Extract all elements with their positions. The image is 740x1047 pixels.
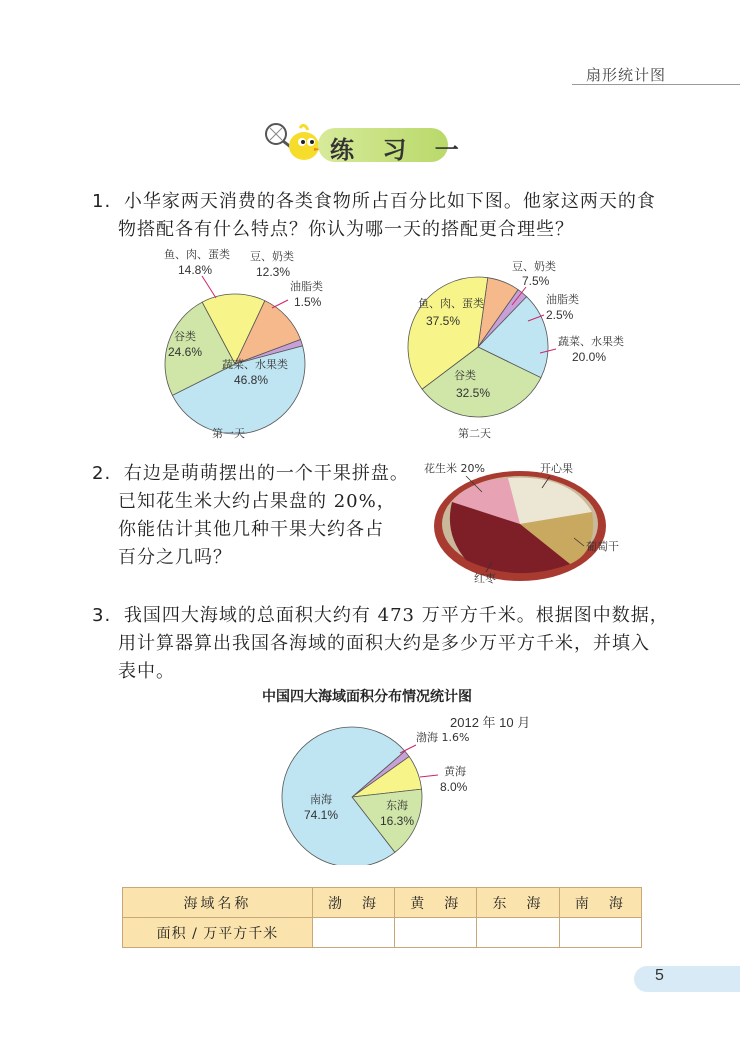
header-divider [572,84,740,85]
question-3 [92,602,669,630]
pie-chart-day2 [400,255,640,450]
page-number: 5 [655,967,664,984]
label-veg-pct: 46.8% [234,373,269,387]
question-text: 右边是萌萌摆出的一个干果拼盘。 [123,463,409,484]
chart-title-day1: 第一天 [212,427,245,440]
label-grain-pct: 24.6% [168,345,203,359]
table-header-row [123,888,642,918]
question-2 [92,460,409,488]
label-pistachio: 开心果 [540,462,573,475]
label-grain: 谷类 [454,369,476,382]
question-number: 3. [92,605,112,626]
chapter-title: 扇形统计图 [586,66,667,84]
chart-title-seas: 中国四大海域面积分布情况统计图 [262,689,472,705]
question-3-line3: 表中。 [118,661,175,682]
table-row [123,918,642,948]
question-2-line3: 你能估计其他几种干果大约各占 [118,519,384,540]
label-huanghai: 黄海 [444,765,466,778]
answer-cell[interactable] [477,918,559,948]
question-1-line2: 物搭配各有什么特点？你认为哪一天的搭配更合理些？ [118,219,574,240]
label-meat: 鱼、肉、蛋类 [164,248,230,261]
table-header-cell: 渤 海 [312,888,394,918]
question-number: 1. [92,191,112,212]
label-huanghai-pct: 8.0% [440,780,468,794]
table-header-cell: 海域名称 [123,888,313,918]
label-nanhai: 南海 [310,793,332,806]
chart-subtitle-seas: 2012 年 10 月 [450,715,531,730]
label-veg: 蔬菜、水果类 [558,335,624,348]
label-veg: 蔬菜、水果类 [222,358,288,371]
label-grain-pct: 32.5% [456,386,491,400]
table-header-cell: 南 海 [559,888,641,918]
label-dairy-pct: 12.3% [256,265,291,279]
question-2-line2: 已知花生米大约占果盘的 20%， [118,491,396,512]
label-jujube: 红枣 [474,572,496,585]
label-oil-pct: 1.5% [294,295,322,309]
label-oil: 油脂类 [290,280,323,293]
label-meat: 鱼、肉、蛋类 [418,297,484,310]
table-header-cell: 黄 海 [395,888,477,918]
label-dairy-pct: 7.5% [522,274,550,288]
label-nanhai-pct: 74.1% [304,808,339,822]
label-veg-pct: 20.0% [572,350,607,364]
label-meat-pct: 37.5% [426,314,461,328]
label-oil-pct: 2.5% [546,308,574,322]
page-number-tab [634,966,740,992]
question-number: 2. [92,463,112,484]
question-text: 小华家两天消费的各类食物所占百分比如下图。他家这两天的食 [123,191,656,212]
question-1 [92,188,656,216]
pie-chart-day1 [130,240,350,450]
chart-title-day2: 第二天 [458,427,491,440]
label-grain: 谷类 [174,330,196,343]
answer-cell[interactable] [395,918,477,948]
exercise-title: 练 习 一 [330,136,469,164]
label-raisin: 葡萄干 [586,540,619,553]
label-bohai: 渤海 1.6% [416,731,470,744]
label-dairy: 豆、奶类 [512,260,556,273]
question-text: 我国四大海域的总面积大约有 473 万平方千米。根据图中数据， [123,605,669,626]
label-donghai-pct: 16.3% [380,814,415,828]
row-label: 面积 / 万平方千米 [123,918,313,948]
label-meat-pct: 14.8% [178,263,213,277]
table-header-cell: 东 海 [477,888,559,918]
question-3-line2: 用计算器算出我国各海域的面积大约是多少万平方千米，并填入 [118,633,650,654]
sea-area-table [122,887,642,948]
answer-cell[interactable] [559,918,641,948]
question-2-line4: 百分之几吗？ [118,547,232,568]
label-dairy: 豆、奶类 [250,250,294,263]
label-peanut: 花生米 20% [424,462,485,475]
label-oil: 油脂类 [546,293,579,306]
label-donghai: 东海 [386,799,408,812]
pie-chart-seas [240,685,540,865]
dried-fruit-plate [420,456,640,591]
answer-cell[interactable] [312,918,394,948]
